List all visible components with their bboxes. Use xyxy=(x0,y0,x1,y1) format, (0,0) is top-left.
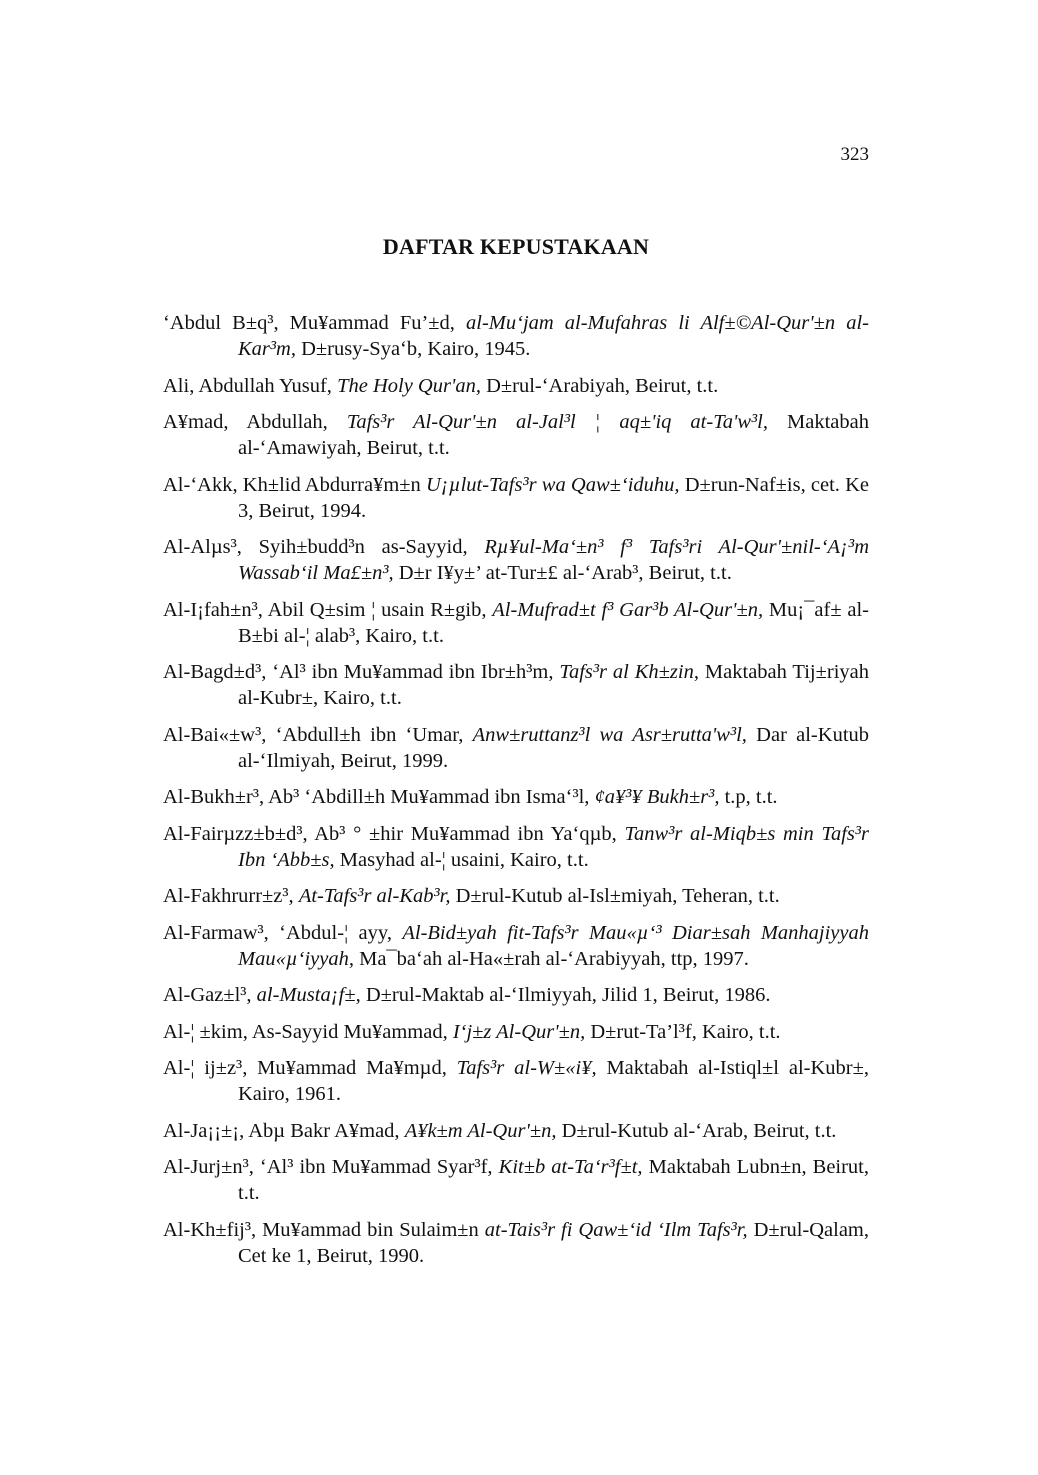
reference-publisher: D±rut-Ta’l³f, Kairo, t.t. xyxy=(590,1020,781,1043)
reference-entry xyxy=(163,1154,869,1206)
reference-publisher: Maktabah al-Istiql±l al-Kubr±, Kairo, 1961. xyxy=(238,1057,870,1105)
reference-publisher: D±rusy-Sya‘b, Kairo, 1945. xyxy=(301,338,531,360)
reference-publisher: Dar al-Kutub al-‘Ilmiyah, Beirut, 1999. xyxy=(238,723,870,772)
reference-publisher: D±rul-Kutub al-‘Arab, Beirut, t.t. xyxy=(561,1119,837,1142)
reference-entry xyxy=(163,821,869,873)
reference-entry xyxy=(163,722,869,774)
reference-title: Tafs³r Al-Qur'±n al-Jal³l ¦ aq±'iq at-Ta'w³l, xyxy=(346,411,768,433)
reference-entry xyxy=(163,409,869,461)
reference-publisher: D±rul-‘Arabiyah, Beirut, t.t. xyxy=(486,374,719,397)
reference-entry xyxy=(163,597,869,649)
reference-author: Al-I¡fah±n³, Abil Q±sim ¦ usain R±gib, xyxy=(163,598,487,621)
reference-entry xyxy=(163,1118,869,1144)
reference-title: A¥k±m Al-Qur'±n, xyxy=(404,1119,557,1142)
reference-publisher: D±rul-Qalam, Cet ke 1, Beirut, 1990. xyxy=(238,1218,869,1267)
reference-author: Al-Fairµzz±b±d³, Ab³ ° ±hir Mu¥ammad ibn Ya‘qµb, xyxy=(163,822,617,845)
reference-publisher: Ma¯ba‘ah al-Ha«±rah al-‘Arabiyyah, ttp, 1997. xyxy=(359,947,749,970)
reference-title: al-Mu‘jam al-Mufahras li Alf±©Al-Qur'±n al-Kar³m, xyxy=(238,312,869,360)
bibliography-list xyxy=(163,310,869,1279)
reference-author: Al-Fakhrurr±z³, xyxy=(163,885,294,907)
reference-entry xyxy=(163,784,869,810)
reference-entry xyxy=(163,310,869,362)
reference-author: ‘Abdul B±q³, Mu¥ammad Fu’±d, xyxy=(163,312,455,334)
reference-entry xyxy=(163,920,869,972)
reference-author: A¥mad, Abdullah, xyxy=(163,411,328,433)
reference-author: Al-‘Akk, Kh±lid Abdurra¥m±n xyxy=(163,473,421,496)
reference-author: Al-Jurj±n³, ‘Al³ ibn Mu¥ammad Syar³f, xyxy=(163,1156,493,1178)
reference-publisher: D±r I¥y±’ at-Tur±£ al-‘Arab³, Beirut, t.t. xyxy=(398,562,732,584)
page-number: 323 xyxy=(840,144,869,165)
reference-title: Tanw³r al-Miqb±s min Tafs³r Ibn ‘Abb±s, xyxy=(238,822,870,871)
reference-title: Al-Mufrad±t f³ Gar³b Al-Qur'±n, xyxy=(492,598,764,621)
reference-publisher: Masyhad al-¦ usaini, Kairo, t.t. xyxy=(339,848,589,871)
page-title: DAFTAR KEPUSTAKAAN xyxy=(382,234,650,259)
reference-title: Tafs³r al Kh±zin, xyxy=(559,661,699,683)
reference-author: Al-¦ ±kim, As-Sayyid Mu¥ammad, xyxy=(163,1020,448,1043)
reference-entry xyxy=(163,982,869,1008)
reference-title: Tafs³r al-W±«i¥, xyxy=(456,1057,597,1079)
reference-publisher: D±rul-Kutub al-Isl±miyah, Teheran, t.t. xyxy=(455,885,780,907)
reference-entry xyxy=(163,1055,869,1107)
reference-publisher: D±run-Naf±is, cet. Ke 3, Beirut, 1994. xyxy=(238,473,869,522)
reference-entry xyxy=(163,1217,869,1269)
reference-entry xyxy=(163,373,869,399)
reference-author: Al-Bukh±r³, Ab³ ‘Abdill±h Mu¥ammad ibn Isma‘³l, xyxy=(163,786,590,808)
reference-title: At-Tafs³r al-Kab³r, xyxy=(298,885,451,907)
reference-entry xyxy=(163,534,869,586)
reference-publisher: Maktabah Lubn±n, Beirut, t.t. xyxy=(238,1156,870,1204)
reference-title: Kit±b at-Ta‘r³f±t, xyxy=(498,1156,643,1178)
reference-title: ¢a¥³¥ Bukh±r³, xyxy=(594,786,720,808)
reference-title: al-Musta¡f±, xyxy=(256,984,361,1006)
reference-author: Al-Bagd±d³, ‘Al³ ibn Mu¥ammad ibn Ibr±h³m, xyxy=(163,661,554,683)
reference-publisher: Maktabah Tij±riyah al-Kubr±, Kairo, t.t. xyxy=(238,661,870,709)
reference-publisher: t.p, t.t. xyxy=(724,786,778,808)
reference-author: Al-Bai«±w³, ‘Abdull±h ibn ‘Umar, xyxy=(163,723,464,746)
reference-author: Al-Ja¡¡±¡, Abµ Bakr A¥mad, xyxy=(163,1119,400,1142)
reference-title: I‘j±z Al-Qur'±n, xyxy=(452,1020,586,1043)
reference-title: U¡µlut-Tafs³r wa Qaw±‘iduhu, xyxy=(425,473,680,496)
reference-entry xyxy=(163,472,869,524)
reference-author: Al-Kh±fij³, Mu¥ammad bin Sulaim±n xyxy=(163,1218,479,1241)
reference-title: at-Tais³r fi Qaw±‘id ‘Ilm Tafs³r, xyxy=(484,1218,748,1241)
reference-author: Al-¦ ij±z³, Mu¥ammad Ma¥mµd, xyxy=(163,1057,447,1079)
reference-publisher: D±rul-Maktab al-‘Ilmiyyah, Jilid 1, Beirut, 1986. xyxy=(365,984,771,1006)
reference-entry xyxy=(163,659,869,711)
reference-author: Al-Gaz±l³, xyxy=(163,984,252,1006)
reference-author: Al-Alµs³, Syih±budd³n as-Sayyid, xyxy=(163,536,468,558)
reference-author: Ali, Abdullah Yusuf, xyxy=(163,374,332,397)
reference-title: Anw±ruttanz³l wa Asr±rutta'w³l, xyxy=(472,723,747,746)
reference-entry xyxy=(163,1019,869,1045)
reference-title: Rµ¥ul-Ma‘±n³ f³ Tafs³ri Al-Qur'±nil-‘A¡³m Wassab‘il Ma£±n³, xyxy=(238,536,870,584)
reference-author: Al-Farmaw³, ‘Abdul-¦ ayy, xyxy=(163,921,392,944)
reference-title: The Holy Qur'an, xyxy=(337,374,481,397)
reference-publisher: Mu¡¯af± al-B±bi al-¦ alab³, Kairo, t.t. xyxy=(238,598,870,647)
reference-title: Al-Bid±yah fit-Tafs³r Mau«µ‘³ Diar±sah Manhajiyyah Mau«µ‘iyyah, xyxy=(238,921,869,970)
reference-entry xyxy=(163,883,869,909)
reference-publisher: Maktabah al-‘Amawiyah, Beirut, t.t. xyxy=(238,411,870,459)
